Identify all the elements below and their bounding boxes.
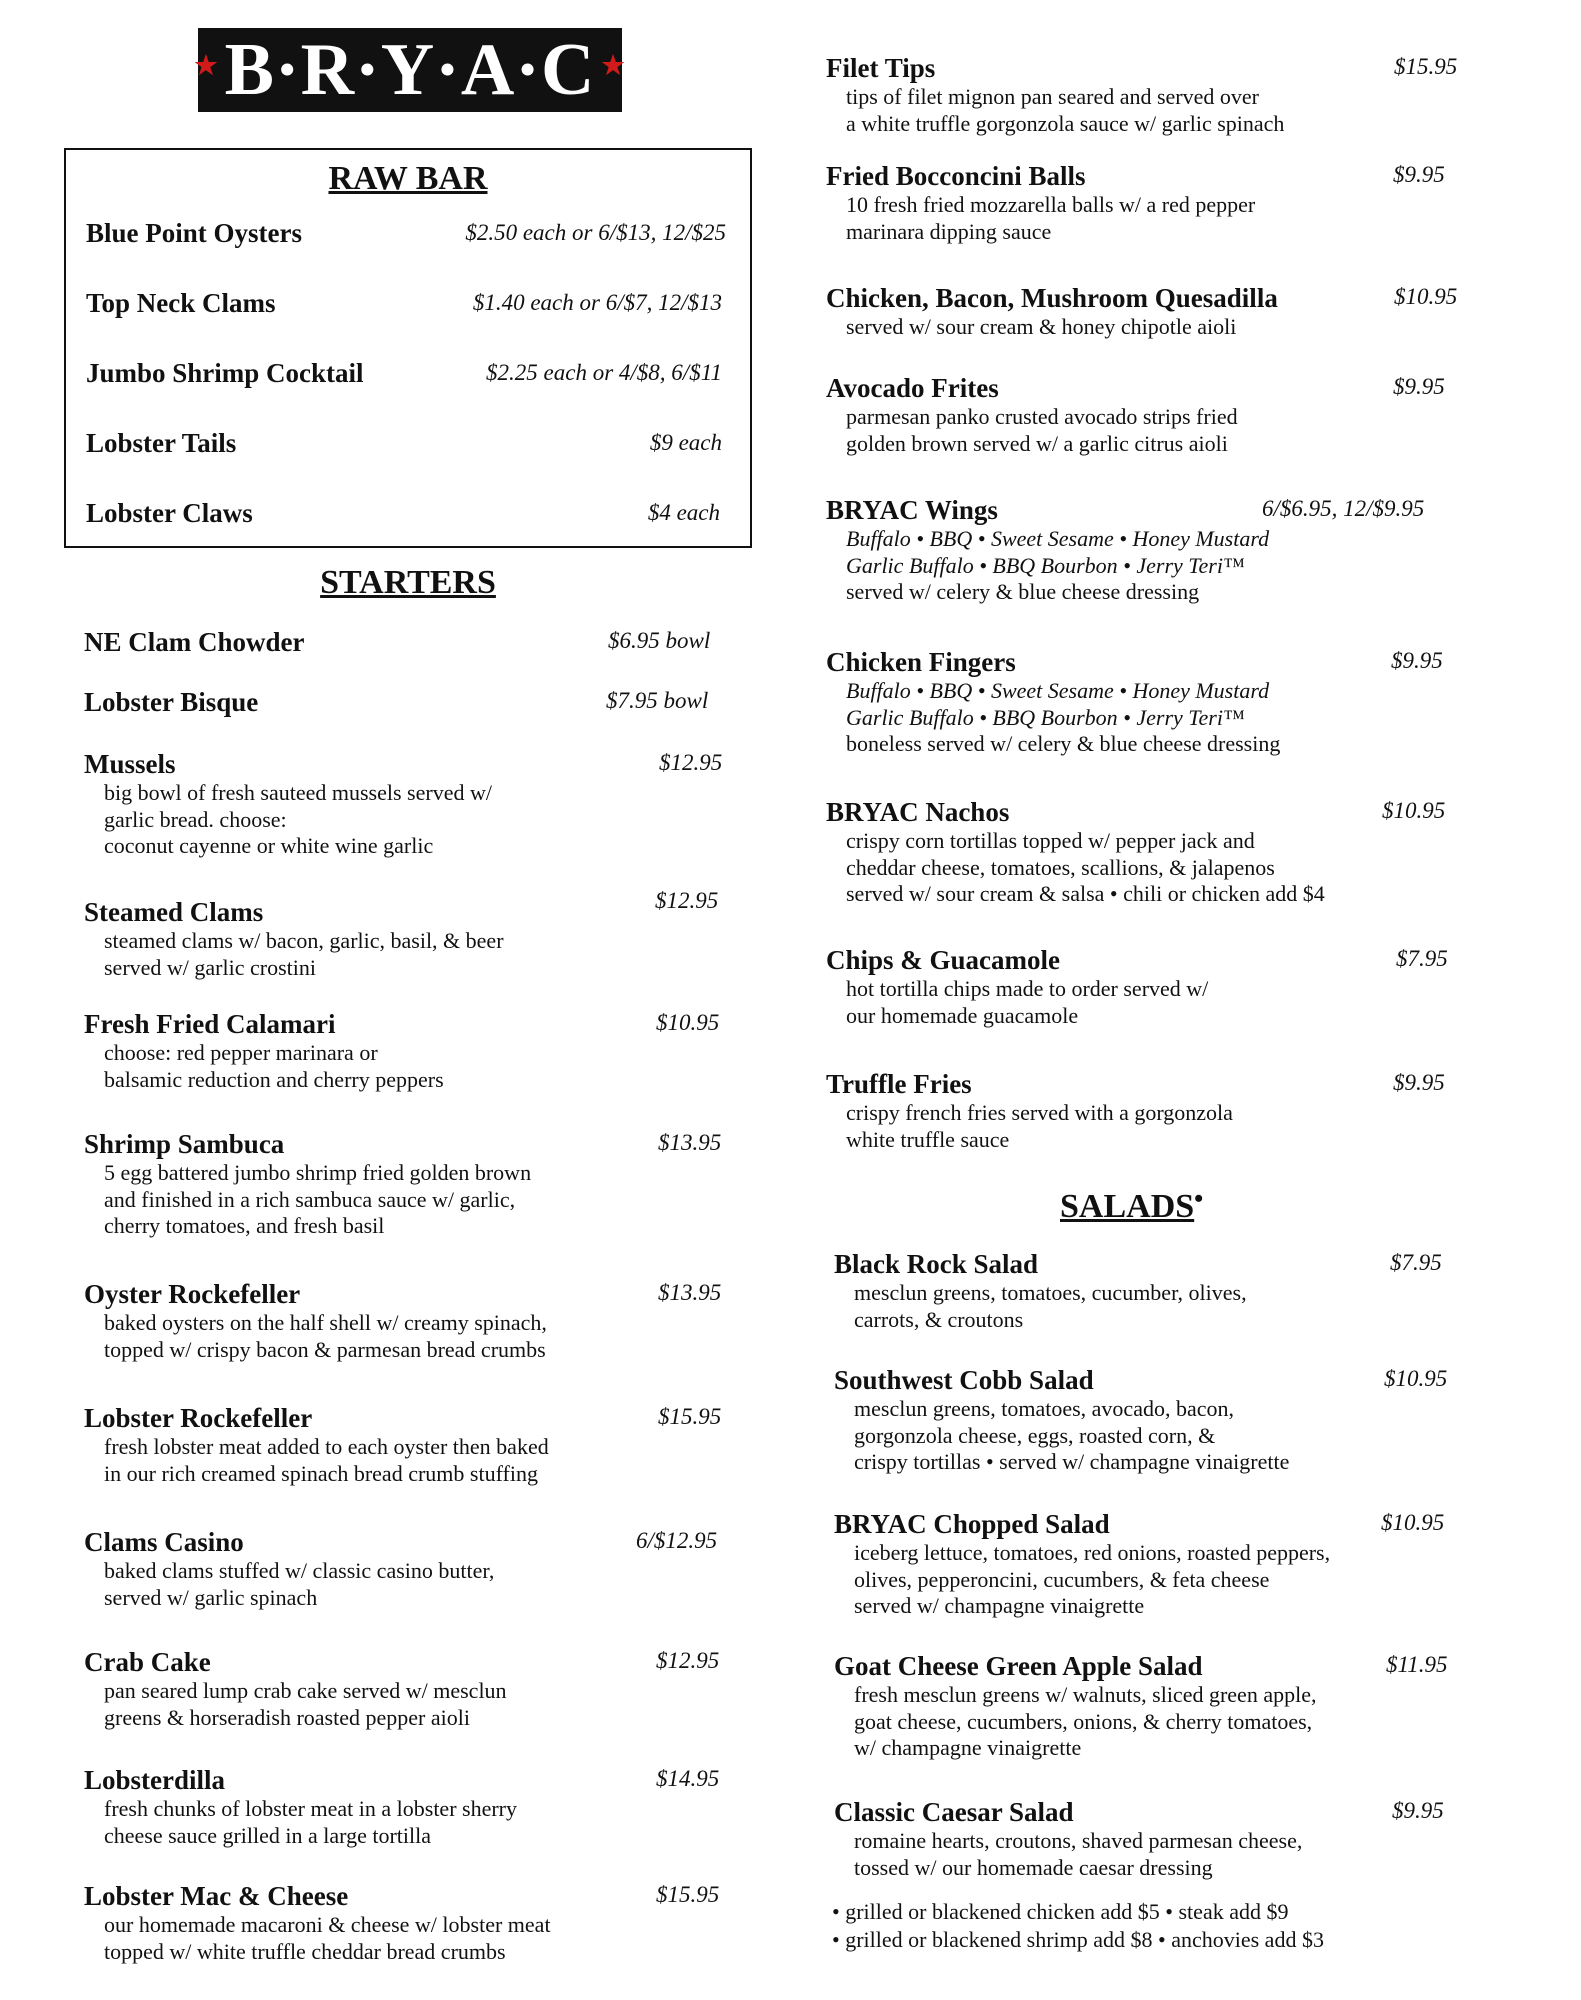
menu-item xyxy=(84,1764,724,1849)
item-description: big bowl of fresh sauteed mussels served w/ xyxy=(104,780,492,805)
item-price: $9.95 xyxy=(1393,1070,1445,1095)
item-description: golden brown served w/ a garlic citrus aioli xyxy=(846,430,1228,456)
item-description: balsamic reduction and cherry peppers xyxy=(104,1066,444,1092)
item-price: $13.95 xyxy=(658,1130,722,1155)
item-name: Lobster Rockefeller xyxy=(84,1403,313,1433)
menu-item xyxy=(826,160,1476,245)
item-description: tips of filet mignon pan seared and served over xyxy=(846,84,1259,109)
item-price: $9.95 xyxy=(1393,374,1445,399)
item-description: 10 fresh fried mozzarella balls w/ a red pepper xyxy=(846,192,1256,217)
item-name: Mussels xyxy=(84,749,176,779)
item-description: fresh mesclun greens w/ walnuts, sliced green apple, xyxy=(854,1682,1317,1707)
item-description: topped w/ crispy bacon & parmesan bread crumbs xyxy=(104,1336,546,1362)
item-price: 6/$12.95 xyxy=(636,1528,718,1553)
item-name: NE Clam Chowder xyxy=(84,627,305,657)
item-name: Lobster Mac & Cheese xyxy=(84,1881,349,1911)
item-name: Clams Casino xyxy=(84,1527,244,1557)
item-description: baked oysters on the half shell w/ creamy spinach, xyxy=(104,1310,547,1335)
item-price: $13.95 xyxy=(658,1280,722,1305)
item-price: $9.95 xyxy=(1392,1798,1444,1823)
item-description: baked clams stuffed w/ classic casino butter, xyxy=(104,1558,495,1583)
item-price: $15.95 xyxy=(656,1882,720,1907)
item-description: hot tortilla chips made to order served w/ xyxy=(846,976,1209,1001)
item-name: Steamed Clams xyxy=(84,897,264,927)
menu-item xyxy=(826,1068,1476,1153)
menu-item xyxy=(84,626,724,658)
salad-item xyxy=(834,1650,1474,1762)
item-price: $15.95 xyxy=(1394,54,1458,79)
item-price: $4 each xyxy=(647,500,720,525)
item-name: Truffle Fries xyxy=(826,1069,972,1099)
item-price: $10.95 xyxy=(656,1010,720,1035)
item-name: Shrimp Sambuca xyxy=(84,1129,285,1159)
item-description: greens & horseradish roasted pepper aioli xyxy=(104,1704,470,1730)
item-description: cherry tomatoes, and fresh basil xyxy=(104,1213,385,1238)
item-description: topped w/ white truffle cheddar bread crumbs xyxy=(104,1938,506,1964)
item-price: $7.95 xyxy=(1396,946,1448,971)
item-name: Lobster Claws xyxy=(86,498,253,528)
raw-bar-box xyxy=(64,148,752,548)
item-price: $6.95 bowl xyxy=(608,628,711,653)
item-price: $12.95 xyxy=(656,1648,720,1673)
item-price: $2.25 each or 4/$8, 6/$11 xyxy=(486,360,722,385)
raw-bar-item xyxy=(86,498,726,532)
item-name: Southwest Cobb Salad xyxy=(834,1365,1094,1395)
item-price: $10.95 xyxy=(1382,798,1446,823)
sauce-options: Garlic Buffalo • BBQ Bourbon • Jerry Teri™ xyxy=(846,704,1245,730)
item-price: $7.95 bowl xyxy=(606,688,709,713)
item-description: w/ champagne vinaigrette xyxy=(854,1735,1082,1760)
item-description: pan seared lump crab cake served w/ mesclun xyxy=(104,1678,507,1703)
add-on-line: • grilled or blackened shrimp add $8 • anchovies add $3 xyxy=(832,1927,1324,1952)
menu-item xyxy=(826,52,1476,137)
raw-bar-heading: RAW BAR xyxy=(328,160,488,197)
item-price: $10.95 xyxy=(1381,1510,1445,1535)
item-description: garlic bread. choose: xyxy=(104,806,287,832)
item-description: crispy corn tortillas topped w/ pepper jack and xyxy=(846,828,1255,853)
item-description: a white truffle gorgonzola sauce w/ garlic spinach xyxy=(846,110,1285,136)
item-name: BRYAC Nachos xyxy=(826,797,1010,827)
item-name: BRYAC Wings xyxy=(826,495,998,525)
salads-heading xyxy=(1060,1184,1260,1225)
item-description: romaine hearts, croutons, shaved parmesan cheese, xyxy=(854,1828,1303,1853)
menu-item xyxy=(84,1646,724,1731)
item-name: Avocado Frites xyxy=(826,373,999,403)
sauce-options: Garlic Buffalo • BBQ Bourbon • Jerry Teri™ xyxy=(846,552,1245,578)
item-description: olives, pepperoncini, cucumbers, & feta cheese xyxy=(854,1566,1270,1592)
item-description: white truffle sauce xyxy=(846,1126,1010,1152)
item-price: $9.95 xyxy=(1393,162,1445,187)
item-description: parmesan panko crusted avocado strips fried xyxy=(846,404,1238,429)
salads-heading-text: SALADS xyxy=(1060,1188,1195,1225)
item-name: Classic Caesar Salad xyxy=(834,1797,1074,1827)
item-description: and finished in a rich sambuca sauce w/ garlic, xyxy=(104,1186,516,1212)
item-description: gorgonzola cheese, eggs, roasted corn, & xyxy=(854,1422,1216,1448)
item-description: carrots, & croutons xyxy=(854,1306,1024,1332)
item-price: $11.95 xyxy=(1386,1652,1448,1677)
item-description: served w/ garlic spinach xyxy=(104,1584,318,1610)
item-description: served w/ sour cream & honey chipotle aioli xyxy=(846,314,1237,339)
menu-item xyxy=(826,494,1476,606)
menu-item xyxy=(84,686,724,718)
star-icon: ★ xyxy=(601,51,626,80)
salad-item xyxy=(834,1508,1474,1620)
item-price: $12.95 xyxy=(655,888,719,913)
menu-item xyxy=(826,796,1476,908)
item-name: Fresh Fried Calamari xyxy=(84,1009,336,1039)
item-price: $14.95 xyxy=(656,1766,720,1791)
menu-item xyxy=(84,1128,724,1240)
sauce-options: Buffalo • BBQ • Sweet Sesame • Honey Mustard xyxy=(846,678,1270,703)
item-description: cheese sauce grilled in a large tortilla xyxy=(104,1822,432,1848)
item-description: mesclun greens, tomatoes, cucumber, olives, xyxy=(854,1280,1247,1305)
menu-item xyxy=(84,748,724,860)
item-name: Lobster Tails xyxy=(86,428,237,458)
add-on-line: • grilled or blackened chicken add $5 • steak add $9 xyxy=(832,1899,1289,1924)
item-price: $9.95 xyxy=(1391,648,1443,673)
item-price: 6/$6.95, 12/$9.95 xyxy=(1262,496,1425,521)
item-price: $10.95 xyxy=(1384,1366,1448,1391)
item-description: marinara dipping sauce xyxy=(846,218,1052,244)
item-name: Top Neck Clams xyxy=(86,288,276,318)
item-name: Lobster Bisque xyxy=(84,687,259,717)
item-description: iceberg lettuce, tomatoes, red onions, roasted peppers, xyxy=(854,1540,1331,1565)
menu-item xyxy=(826,944,1476,1029)
menu-item xyxy=(84,1880,724,1965)
item-name: Blue Point Oysters xyxy=(86,218,302,248)
item-description: in our rich creamed spinach bread crumb stuffing xyxy=(104,1460,538,1486)
salad-item xyxy=(834,1364,1474,1476)
item-description: goat cheese, cucumbers, onions, & cherry tomatoes, xyxy=(854,1708,1313,1734)
raw-bar-item xyxy=(86,358,726,392)
menu-item xyxy=(84,888,724,981)
item-name: Black Rock Salad xyxy=(834,1249,1039,1279)
item-description: choose: red pepper marinara or xyxy=(104,1040,378,1065)
item-price: $12.95 xyxy=(659,750,723,775)
menu-item xyxy=(826,372,1476,457)
menu-item xyxy=(826,282,1476,341)
item-description: tossed w/ our homemade caesar dressing xyxy=(854,1854,1213,1880)
menu-item xyxy=(84,1526,724,1611)
item-description: served w/ celery & blue cheese dressing xyxy=(846,579,1200,604)
sauce-options: Buffalo • BBQ • Sweet Sesame • Honey Mustard xyxy=(846,526,1270,551)
item-price: $9 each xyxy=(649,430,722,455)
item-name: Crab Cake xyxy=(84,1647,211,1677)
item-name: Oyster Rockefeller xyxy=(84,1279,301,1309)
menu-item xyxy=(826,646,1476,758)
item-description: boneless served w/ celery & blue cheese dressing xyxy=(846,731,1281,756)
item-description: fresh lobster meat added to each oyster then baked xyxy=(104,1434,549,1459)
salad-add-ons xyxy=(832,1898,1324,1954)
item-description: cheddar cheese, tomatoes, scallions, & jalapenos xyxy=(846,854,1275,880)
item-name: Lobsterdilla xyxy=(84,1765,226,1795)
heading-mark: • xyxy=(1194,1184,1204,1213)
item-name: Chicken, Bacon, Mushroom Quesadilla xyxy=(826,283,1278,313)
item-price: $15.95 xyxy=(658,1404,722,1429)
menu-item xyxy=(84,1278,724,1363)
menu-item xyxy=(84,1402,724,1487)
logo-text: B·R·Y·A·C xyxy=(224,29,596,111)
item-description: our homemade macaroni & cheese w/ lobster meat xyxy=(104,1912,551,1937)
menu-item xyxy=(84,1008,724,1093)
starters-heading: STARTERS xyxy=(320,564,496,601)
item-description: served w/ champagne vinaigrette xyxy=(854,1593,1145,1618)
star-icon: ★ xyxy=(194,51,219,80)
item-description: served w/ sour cream & salsa • chili or chicken add $4 xyxy=(846,881,1325,906)
item-price: $2.50 each or 6/$13, 12/$25 xyxy=(465,220,726,245)
item-description: served w/ garlic crostini xyxy=(104,954,316,980)
item-name: Chips & Guacamole xyxy=(826,945,1061,975)
item-price: $7.95 xyxy=(1390,1250,1442,1275)
item-price: $1.40 each or 6/$7, 12/$13 xyxy=(472,290,722,315)
raw-bar-item xyxy=(86,218,726,252)
item-name: Fried Bocconcini Balls xyxy=(826,161,1086,191)
item-description: crispy tortillas • served w/ champagne vinaigrette xyxy=(854,1449,1290,1474)
item-name: BRYAC Chopped Salad xyxy=(834,1509,1110,1539)
item-name: Filet Tips xyxy=(826,53,936,83)
item-name: Jumbo Shrimp Cocktail xyxy=(86,358,364,388)
item-price: $10.95 xyxy=(1394,284,1458,309)
raw-bar-item xyxy=(86,288,726,322)
salad-item xyxy=(834,1796,1474,1881)
item-description: steamed clams w/ bacon, garlic, basil, & beer xyxy=(104,928,504,953)
item-name: Goat Cheese Green Apple Salad xyxy=(834,1651,1203,1681)
restaurant-logo xyxy=(194,28,626,112)
item-name: Chicken Fingers xyxy=(826,647,1016,677)
item-description: 5 egg battered jumbo shrimp fried golden brown xyxy=(104,1160,532,1185)
raw-bar-item xyxy=(86,428,726,462)
salad-item xyxy=(834,1248,1474,1333)
item-description: coconut cayenne or white wine garlic xyxy=(104,833,434,858)
item-description: our homemade guacamole xyxy=(846,1002,1079,1028)
item-description: crispy french fries served with a gorgonzola xyxy=(846,1100,1233,1125)
item-description: fresh chunks of lobster meat in a lobster sherry xyxy=(104,1796,517,1821)
item-description: mesclun greens, tomatoes, avocado, bacon, xyxy=(854,1396,1234,1421)
